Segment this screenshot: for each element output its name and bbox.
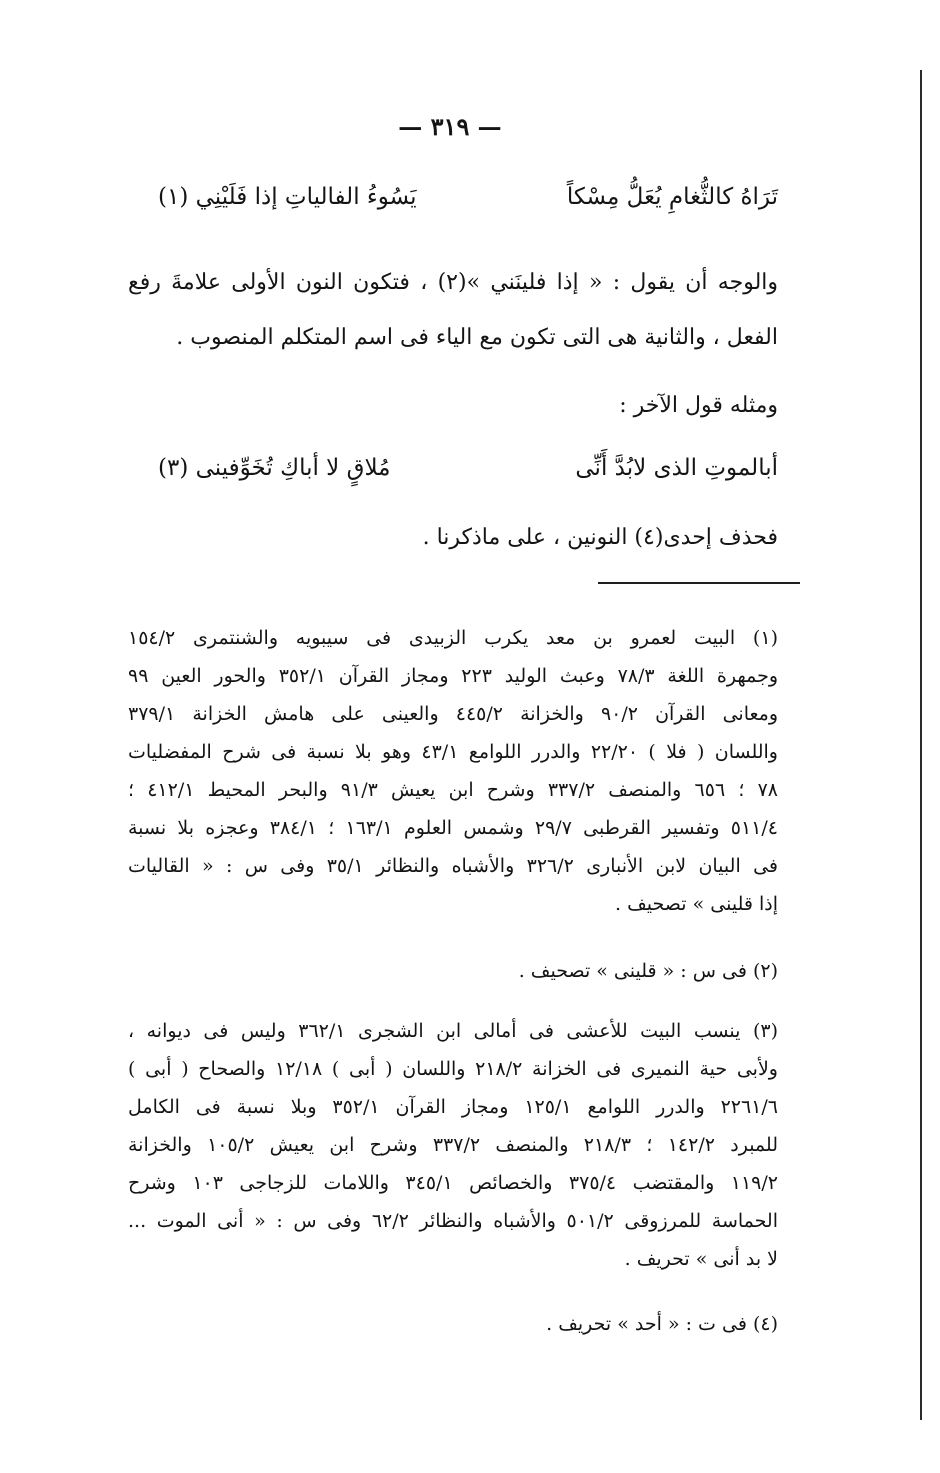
- verse-1-first-hemistich: تَرَاهُ كالثُّغامِ يُعَلُّ مِسْكاً: [566, 184, 778, 210]
- footnote-3-line-1: (٣) ينسب البيت للأعشى فى أمالى ابن الشجرى ٣٦٢/١ وليس فى ديوانه ،: [128, 1020, 778, 1042]
- footnote-2: (٢) فى س : « قلينى » تصحيف .: [518, 960, 778, 982]
- page-edge-line: [920, 70, 922, 1420]
- verse-2: [158, 455, 778, 481]
- footnote-1-line-7: فى البيان لابن الأنبارى ٣٢٦/٢ والأشباه والنظائر ٣٥/١ وفى س : « القاليات: [128, 855, 778, 877]
- footnote-1-line-4: واللسان ( فلا ) ٢٢/٢٠ والدرر اللوامع ٤٣/١ وهو بلا نسبة فى شرح المفضليات: [128, 741, 778, 763]
- footnote-1-line-2: وجمهرة اللغة ٧٨/٣ وعبث الوليد ٢٢٣ ومجاز القرآن ٣٥٢/١ والحور العين ٩٩: [128, 665, 778, 687]
- paragraph-2: فحذف إحدى(٤) النونين ، على ماذكرنا .: [422, 525, 778, 550]
- footnote-3-line-5: ١١٩/٢ والمقتضب ٣٧٥/٤ والخصائص ٣٤٥/١ واللامات للزجاجى ١٠٣ وشرح: [128, 1172, 778, 1194]
- footnote-3-line-2: ولأبى حية النميرى فى الخزانة ٢١٨/٢ واللسان ( أبى ) ١٢/١٨ والصحاح ( أبى ): [128, 1058, 778, 1080]
- footnote-3-line-4: للمبرد ١٤٢/٢ ؛ ٢١٨/٣ والمنصف ٣٣٧/٢ وشرح ابن يعيش ١٠٥/٢ والخزانة: [128, 1134, 778, 1156]
- verse-1-second-hemistich: يَسُوءُ الفالياتِ إذا فَلَيْنِي (١): [158, 184, 417, 210]
- footnote-separator: [598, 582, 800, 584]
- footnote-1-line-5: ٧٨ ؛ ٦٥٦ والمنصف ٣٣٧/٢ وشرح ابن يعيش ٩١/٣ والبحر المحيط ٤١٢/١ ؛: [128, 779, 778, 801]
- footnote-4: (٤) فى ت : « أحد » تحريف .: [546, 1313, 778, 1335]
- paragraph-1-line-2: الفعل ، والثانية هى التى تكون مع الياء فى اسم المتكلم المنصوب .: [176, 325, 778, 350]
- footnote-1-line-8: إذا قلينى » تصحيف .: [615, 893, 778, 915]
- page-number: — ٣١٩ —: [398, 112, 502, 141]
- footnote-1-line-3: ومعانى القرآن ٩٠/٢ والخزانة ٤٤٥/٢ والعينى على هامش الخزانة ٣٧٩/١: [128, 703, 779, 725]
- footnote-1-line-1: (١) البيت لعمرو بن معد يكرب الزبيدى فى سيبويه والشنتمرى ١٥٤/٢: [128, 627, 778, 649]
- verse-2-first-hemistich: أبالموتِ الذى لابُدَّ أَنِّى: [575, 455, 778, 481]
- footnote-3-line-7: لا بد أنى » تحريف .: [624, 1248, 778, 1270]
- footnote-3-line-3: ٢٢٦١/٦ والدرر اللوامع ١٢٥/١ ومجاز القرآن ٣٥٢/١ وبلا نسبة فى الكامل: [128, 1096, 778, 1118]
- intro-line: ومثله قول الآخر :: [619, 393, 778, 418]
- verse-2-second-hemistich: مُلاقٍ لا أباكِ تُخَوِّفينى (٣): [158, 455, 391, 481]
- verse-1: [158, 184, 778, 210]
- footnote-1-line-6: ٥١١/٤ وتفسير القرطبى ٢٩/٧ وشمس العلوم ١٦٣/١ ؛ ٣٨٤/١ وعجزه بلا نسبة: [128, 817, 778, 839]
- paragraph-1-line-1: والوجه أن يقول : « إذا فلينَني »(٢) ، فتكون النون الأولى علامةَ رفع: [128, 270, 779, 295]
- footnote-3-line-6: الحماسة للمرزوقى ٥٠١/٢ والأشباه والنظائر ٦٢/٢ وفى س : « أنى الموت ...: [128, 1210, 778, 1232]
